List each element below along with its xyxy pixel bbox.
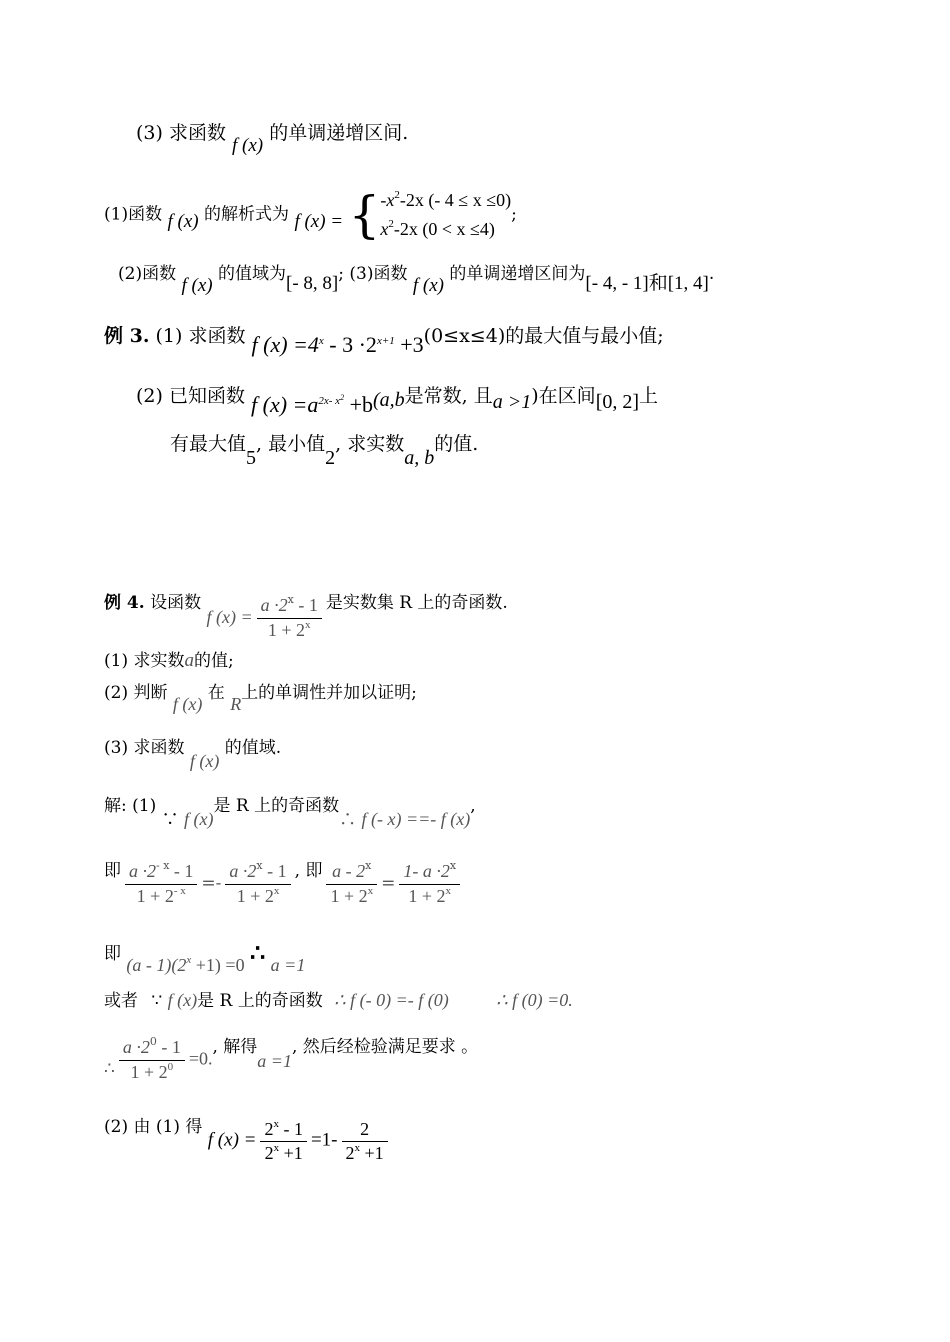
solution-2-line: (2) 由 (1) 得 f (x) = $\frac{2^x - 1}{2^x +1}$ =1- $\frac{2}{2^x +1}$ bbox=[104, 1118, 392, 1164]
example-4-part-3: (3) 求函数 f (x) 的值域. bbox=[104, 738, 282, 771]
solution-result-line: 即 $(a - 1)(2^x +1) =0$ ∴ a =1 bbox=[104, 938, 306, 975]
piecewise-cases: $-x^2-2x$ (- 4 ≤ x ≤0) $x^2-2x$ (0 < x ≤4) bbox=[380, 189, 512, 239]
example-3-part-2-continued: 有最大值5, 最小值2, 求实数a, b的值. bbox=[170, 433, 479, 469]
fraction: $\frac{a \cdot 2^{- x} - 1}{1 + 2^{- x}}$ bbox=[125, 860, 197, 907]
left-brace: { bbox=[348, 185, 381, 244]
fraction: $\frac{a \cdot 2^x - 1}{1 + 2^x}$ bbox=[225, 860, 290, 907]
example-4-part-2: (2) 判断 f (x) 在 R上的单调性并加以证明; bbox=[104, 683, 417, 714]
example-4-part-1: (1) 求实数a的值; bbox=[104, 650, 234, 671]
example-4-line: 例 4. 设函数 f (x) = $\frac{a \cdot 2^x - 1}{1 + 2^x}$ 是实数集 R 上的奇函数. bbox=[104, 593, 508, 640]
function-fx: f (x) bbox=[232, 135, 264, 156]
fraction: $\frac{a \cdot 2^x - 1}{1 + 2^x}$ bbox=[257, 594, 322, 641]
fraction: $\frac{1- a \cdot 2^x}{1 + 2^x}$ bbox=[399, 860, 460, 907]
alternative-method-line: 或者 ∵ f (x)是 R 上的奇函数 ∴ f (- 0) =- f (0) ∴ f (0) =0. bbox=[104, 990, 573, 1011]
example-3-part-2-line: (2) 已知函数 f $(x) =a^{2x- x^2} +b(a,b$是常数, 且a >1)在区间[0, 2]上 bbox=[136, 385, 659, 417]
fraction: $\frac{a \cdot 2^0 - 1}{1 + 2^0}$ bbox=[119, 1036, 185, 1083]
answer-2-line: (2)函数 f (x) 的值域为[- 8, 8]; (3)函数 f (x) 的单调递增区间为[- 4, - 1]和[1, 4]. bbox=[118, 264, 715, 296]
fraction: $\frac{2}{2^x +1}$ bbox=[342, 1118, 388, 1164]
answer-1-line: (1)函数 f (x) 的解析式为 f (x) = { $-x^2-2x$ (- 4 ≤ x ≤0) $x^2-2x$ (0 < x ≤4) ; bbox=[104, 185, 517, 244]
zero-check-line: ∴ $\frac{a \cdot 2^0 - 1}{1 + 2^0}$ =0., 解得a =1, 然后经检验满足要求 。 bbox=[104, 1035, 479, 1082]
example-3-line: 例 3. (1) 求函数 f $(x) =4^x - 3 \cdot 2^{x+1} +3(0\le x\le 4)$的最大值与最小值; bbox=[104, 325, 664, 357]
fraction: $\frac{a - 2^x}{1 + 2^x}$ bbox=[326, 860, 377, 907]
fraction: $\frac{2^x - 1}{2^x +1}$ bbox=[260, 1118, 307, 1164]
solution-fractions-line: 即 $\frac{a \cdot 2^{- x} - 1}{1 + 2^{- x}}$ =- $\frac{a \cdot 2^x - 1}{1 + 2^x}$ , 即 $\frac{a - 2^x}{1 + 2^x}$ = $\frac{1- a \cdot 2^x}{1 + 2^x}$ bbox=[104, 860, 464, 907]
solution-1-line: 解: (1) ∵ f (x)是 R 上的奇函数∴ f (- x) ==- f (x), bbox=[104, 796, 476, 830]
problem-3-line: (3) 求函数 f (x) 的单调递增区间. bbox=[136, 122, 409, 156]
